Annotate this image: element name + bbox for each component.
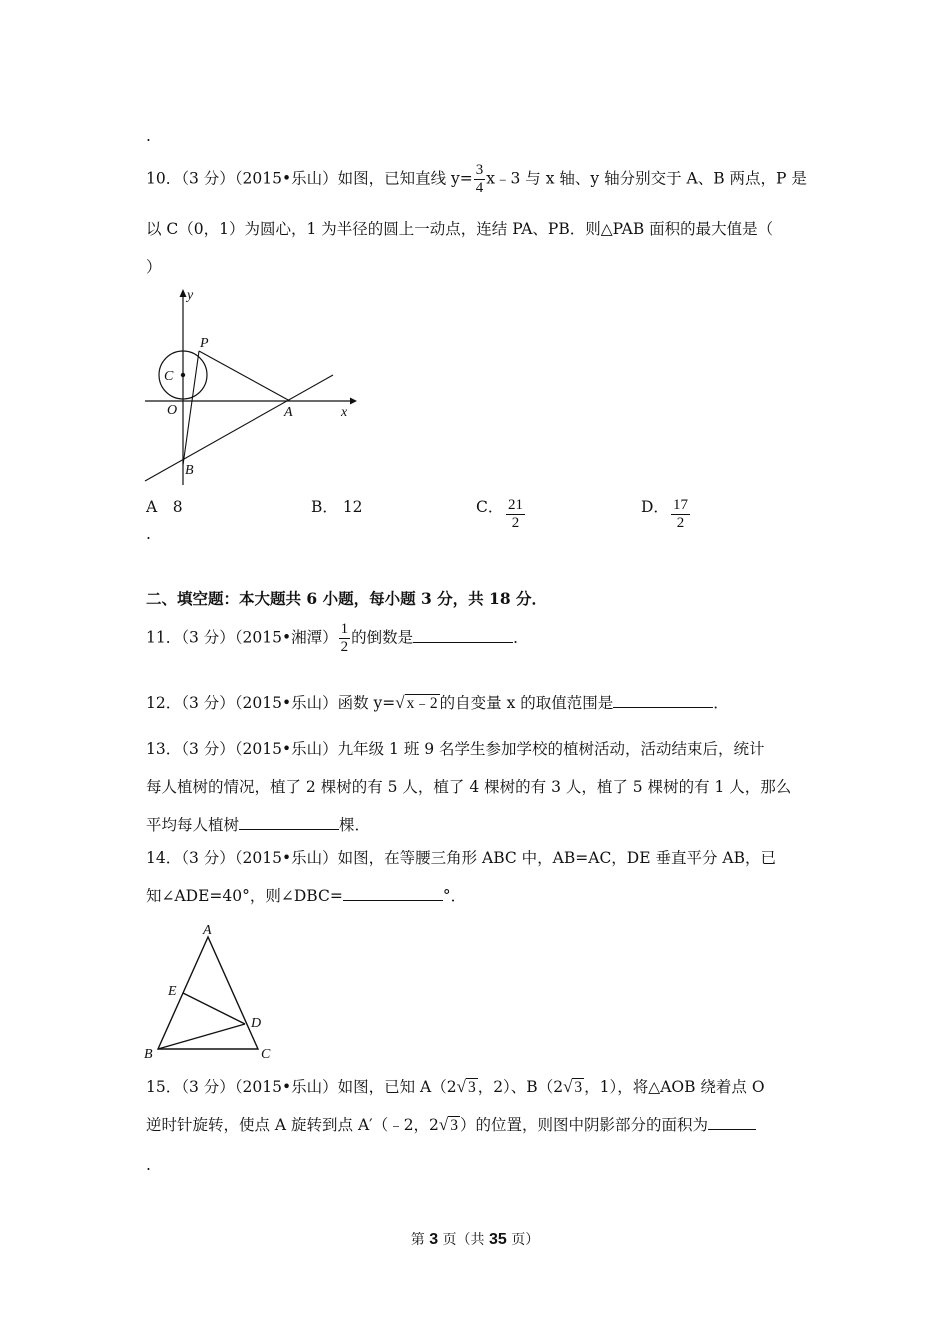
q10-line3: ） — [146, 258, 162, 276]
label-b: B — [144, 1047, 153, 1062]
q15-l2b: ）的位置，则图中阴影部分的面积为 — [460, 1116, 709, 1134]
q15-l1b: ，2）、B（2 — [477, 1078, 564, 1096]
q11-suffix: 的倒数是 — [351, 628, 414, 647]
q10-suffix: x﹣3 与 x 轴、y 轴分别交于 A、B 两点，P 是 — [486, 169, 807, 188]
q14-figure — [140, 920, 280, 1062]
q14-line2-prefix: 知∠ADE=40°，则∠DBC= — [146, 887, 343, 905]
q15-line2 — [146, 1115, 756, 1136]
q10-line2: 以 C（0，1）为圆心，1 为半径的圆上一动点，连结 PA、PB．则△PAB 面积的最大值是（ — [146, 220, 774, 238]
sqrt-3-a-radicand: 3 — [467, 1079, 476, 1096]
q13-line3-suffix: 棵． — [339, 816, 371, 834]
q10-frac-den: 4 — [475, 180, 484, 196]
q12 — [146, 693, 729, 714]
label-c: C — [164, 369, 174, 384]
q12-suffix: 的自变量 x 的取值范围是 — [439, 694, 614, 712]
q10-option-d-fraction — [670, 498, 691, 531]
q11-fraction — [339, 622, 351, 655]
center-c-dot — [181, 373, 185, 377]
q12-end: ． — [713, 694, 729, 712]
label-c: C — [261, 1047, 271, 1062]
section-2-heading: 二、填空题：本大题共 6 小题，每小题 3 分，共 18 分． — [146, 589, 548, 608]
sqrt-3-b-radicand: 3 — [574, 1079, 583, 1096]
q10-figure — [140, 285, 360, 490]
q10-frac-num: 3 — [475, 162, 484, 178]
q11-answer-blank[interactable] — [413, 628, 513, 643]
q14-line2 — [146, 886, 466, 906]
q10-option-a: A 8 — [146, 498, 183, 516]
q13-line2: 每人植树的情况，植了 2 棵树的有 5 人，植了 4 棵树的有 3 人，植了 5 棵树的有 1 人，那么 — [146, 778, 792, 796]
q11 — [146, 622, 529, 655]
sqrt-3-c: √ 3 — [438, 1115, 459, 1134]
q15-answer-blank[interactable] — [708, 1115, 756, 1130]
sqrt-3-c-radicand: 3 — [450, 1117, 459, 1134]
q12-answer-blank[interactable] — [613, 693, 713, 708]
segment-pa — [199, 351, 290, 401]
label-x: x — [341, 405, 348, 420]
footer-mid: 页（共 — [438, 1232, 489, 1248]
label-y: y — [187, 288, 194, 303]
q14-answer-blank[interactable] — [343, 886, 443, 901]
q11-end: ． — [513, 628, 529, 647]
d-frac-num: 17 — [673, 497, 688, 513]
segment-bd — [158, 1024, 245, 1049]
q12-sqrt: √ x﹣2 — [395, 693, 438, 712]
q10-option-c-fraction — [505, 498, 526, 531]
q10-line1 — [146, 163, 807, 196]
q10-option-d-label: D． — [641, 498, 669, 516]
label-a: A — [203, 923, 212, 938]
q15-l1c: ，1），将△AOB 绕着点 O — [584, 1078, 765, 1096]
line-ab — [145, 375, 333, 481]
q13-answer-blank[interactable] — [239, 815, 339, 830]
segment-pb — [183, 351, 199, 465]
page-footer — [0, 1229, 950, 1249]
q14-line2-suffix: °． — [442, 887, 467, 905]
q15-tail-dot: . — [146, 1156, 151, 1174]
q11-frac-num: 1 — [340, 621, 349, 637]
q14-line1: 14．（3 分）（2015•乐山）如图，在等腰三角形 ABC 中，AB=AC，DE 垂直平分 AB，已 — [146, 849, 776, 867]
q10-option-c — [476, 497, 503, 517]
sqrt-3-a: √ 3 — [456, 1077, 476, 1096]
d-frac-den: 2 — [676, 515, 685, 531]
label-e: E — [168, 984, 177, 999]
q10-option-d — [641, 497, 669, 517]
page-number: 3 — [429, 1231, 439, 1248]
q13-line1: 13．（3 分）（2015•乐山）九年级 1 班 9 名学生参加学校的植树活动，活动结束后，统计 — [146, 740, 765, 758]
label-o: O — [167, 403, 178, 418]
c-frac-num: 21 — [508, 497, 523, 513]
label-p: P — [200, 336, 209, 351]
q10-option-a-dot: . — [146, 525, 151, 543]
q13-line3 — [146, 815, 370, 835]
q15-line1 — [146, 1077, 765, 1098]
footer-pre: 第 — [410, 1232, 430, 1248]
q10-fraction — [474, 163, 486, 196]
sqrt-3-b: √ 3 — [563, 1077, 583, 1096]
label-d: D — [251, 1016, 262, 1031]
q10-prefix: 10．（3 分）（2015•乐山）如图，已知直线 y= — [146, 169, 473, 188]
q10-option-b: B． 12 — [311, 498, 363, 516]
q15-l1a: 15．（3 分）（2015•乐山）如图，已知 A（2 — [146, 1078, 457, 1096]
footer-post: 页） — [506, 1232, 540, 1248]
q12-prefix: 12．（3 分）（2015•乐山）函数 y= — [146, 694, 396, 712]
q12-radicand: x﹣2 — [406, 695, 438, 712]
q9-tail-dot: . — [146, 127, 151, 145]
c-frac-den: 2 — [511, 515, 520, 531]
page-total: 35 — [489, 1231, 507, 1248]
q10-option-c-label: C． — [476, 498, 504, 516]
y-axis-arrow — [180, 289, 187, 297]
x-axis-arrow — [350, 398, 357, 405]
label-b: B — [185, 463, 194, 478]
q13-line3-prefix: 平均每人植树 — [146, 816, 240, 834]
q11-prefix: 11．（3 分）（2015•湘潭） — [146, 628, 338, 647]
q15-l2a: 逆时针旋转，使点 A 旋转到点 A′（﹣2，2 — [146, 1116, 439, 1134]
q11-frac-den: 2 — [340, 639, 349, 655]
label-a: A — [284, 405, 293, 420]
